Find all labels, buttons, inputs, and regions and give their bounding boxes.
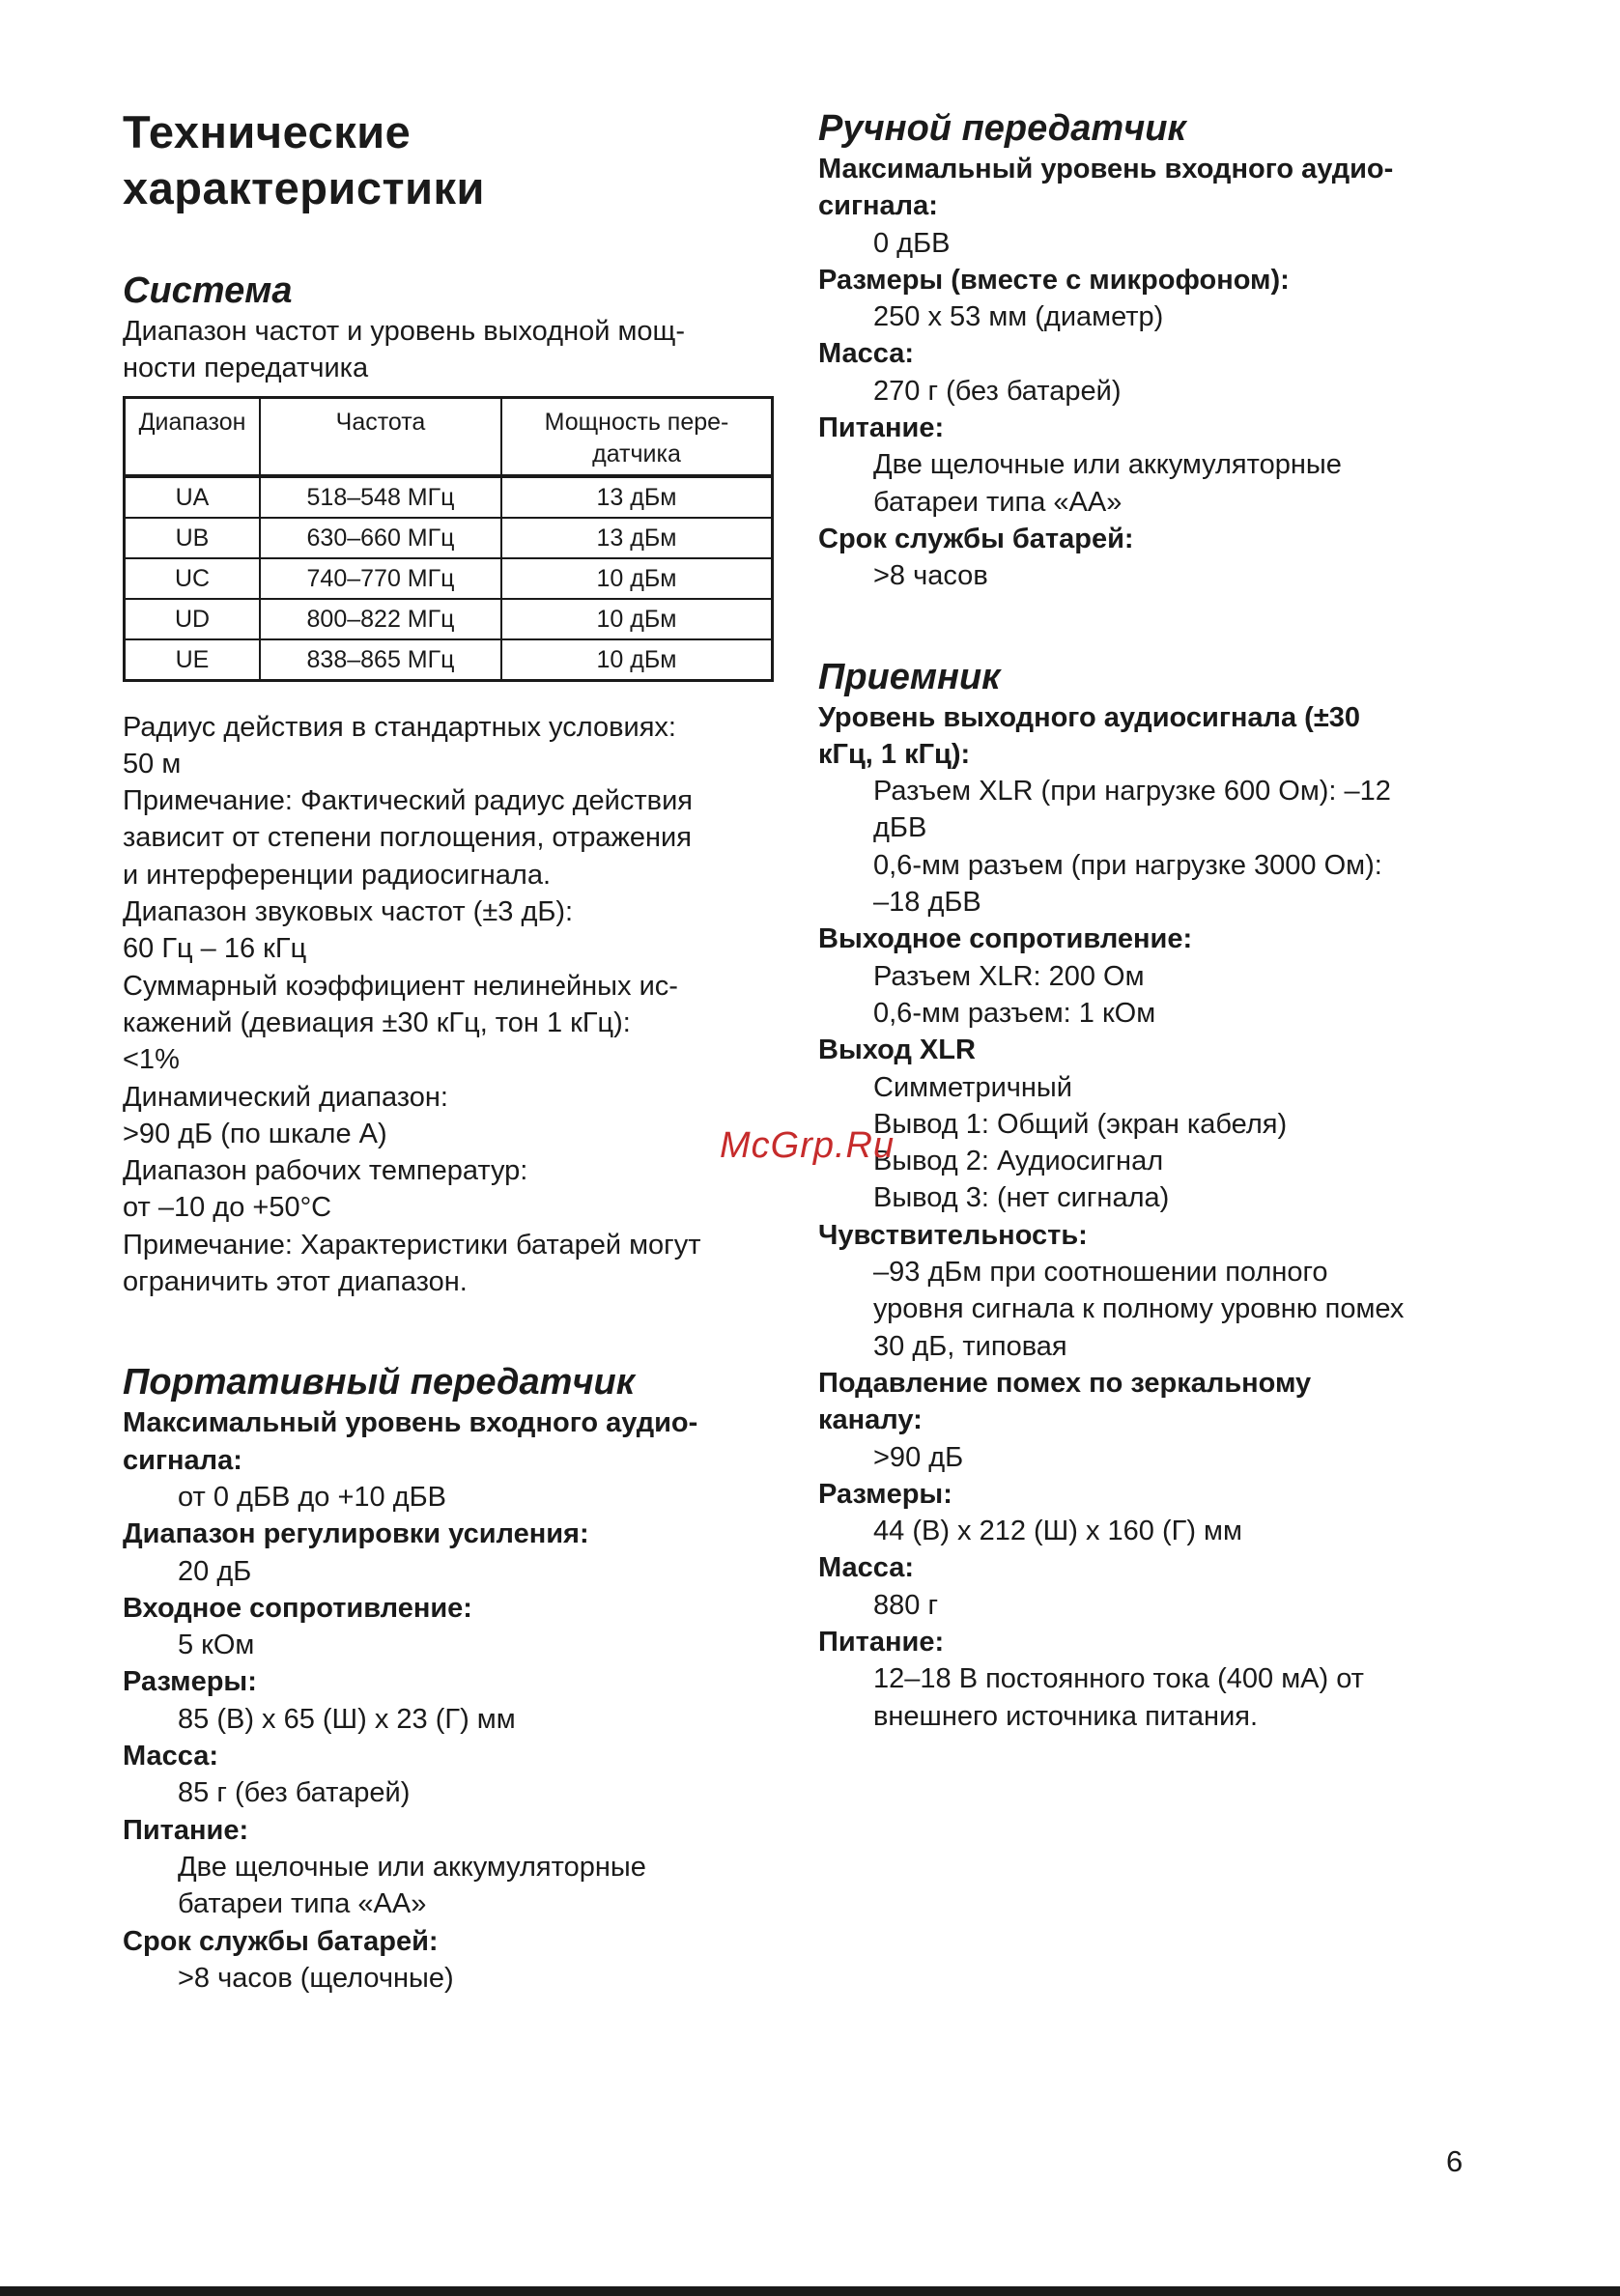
page-number: 6 xyxy=(1446,2144,1464,2178)
spec-value: Разъем XLR: 200 Ом xyxy=(873,960,1145,992)
spec-value: Разъем XLR (при нагрузке 600 Ом): –12 xyxy=(873,776,1391,808)
table-header-cell: Частота xyxy=(260,397,501,476)
table-row xyxy=(125,558,773,599)
spec-value: 85 (В) x 65 (Ш) x 23 (Г) мм xyxy=(178,1703,516,1735)
spec-label: сигнала: xyxy=(818,190,938,222)
spec-value: Две щелочные или аккумуляторные xyxy=(873,449,1342,481)
left-column xyxy=(123,269,780,1997)
spec-line: Диапазон рабочих температур: xyxy=(123,1155,528,1187)
section-heading-system: Система xyxy=(123,270,293,311)
spec-line: Суммарный коэффициент нелинейных ис- xyxy=(123,970,678,1002)
spec-value: 12–18 В постоянного тока (400 мА) от xyxy=(873,1663,1364,1695)
spec-line: Примечание: Фактический радиус действия xyxy=(123,785,693,817)
spec-value: >8 часов (щелочные) xyxy=(178,1962,454,1994)
spec-line: и интерференции радиосигнала. xyxy=(123,859,552,891)
table-row xyxy=(125,518,773,558)
table-caption-line: Диапазон частот и уровень выходной мощ- xyxy=(123,316,686,347)
table-cell: 13 дБм xyxy=(501,518,773,558)
spec-label: Масса: xyxy=(818,338,915,370)
table-header-row xyxy=(125,397,773,476)
table-cell: 630–660 МГц xyxy=(260,518,501,558)
page-title xyxy=(123,104,485,216)
page-title-line: характеристики xyxy=(123,162,485,213)
spec-label: Выход XLR xyxy=(818,1035,976,1066)
spec-label: Срок службы батарей: xyxy=(818,523,1134,554)
spec-value: Вывод 1: Общий (экран кабеля) xyxy=(873,1108,1288,1140)
spec-label: Срок службы батарей: xyxy=(123,1925,439,1957)
page-title-line: Технические xyxy=(123,106,412,157)
spec-value: >8 часов xyxy=(873,560,988,592)
spec-value: 0,6-мм разъем: 1 кОм xyxy=(873,997,1156,1029)
spec-value: >90 дБ xyxy=(873,1441,964,1473)
section-heading-handheld: Ручной передатчик xyxy=(818,108,1186,149)
spec-line: от –10 до +50°C xyxy=(123,1192,332,1224)
spec-label: Питание: xyxy=(123,1814,249,1846)
spec-line: <1% xyxy=(123,1044,180,1076)
table-cell: UB xyxy=(125,518,261,558)
spec-value: 0 дБВ xyxy=(873,227,951,259)
spec-value: от 0 дБВ до +10 дБВ xyxy=(178,1481,447,1513)
spec-value: –18 дБВ xyxy=(873,887,981,919)
table-row xyxy=(125,599,773,639)
spec-label: Выходное сопротивление: xyxy=(818,923,1193,955)
spec-value: 880 г xyxy=(873,1589,939,1621)
spec-value: Симметричный xyxy=(873,1071,1072,1103)
spec-value: 250 x 53 мм (диаметр) xyxy=(873,301,1164,333)
table-cell: 10 дБм xyxy=(501,639,773,681)
spec-value: внешнего источника питания. xyxy=(873,1700,1259,1732)
section-heading-bodypack: Портативный передатчик xyxy=(123,1362,635,1403)
spec-line: Диапазон звуковых частот (±3 дБ): xyxy=(123,896,574,928)
spec-label: Масса: xyxy=(123,1741,219,1772)
table-cell: UC xyxy=(125,558,261,599)
table-cell: 10 дБм xyxy=(501,599,773,639)
handheld-specs xyxy=(818,151,1494,595)
spec-value: 270 г (без батарей) xyxy=(873,375,1122,407)
table-row xyxy=(125,639,773,681)
spec-value: батареи типа «АА» xyxy=(178,1888,427,1920)
spec-label: Масса: xyxy=(818,1552,915,1584)
spec-value: дБВ xyxy=(873,812,927,844)
spec-value: Вывод 3: (нет сигнала) xyxy=(873,1182,1170,1214)
spec-line: кажений (девиация ±30 кГц, тон 1 кГц): xyxy=(123,1006,631,1038)
section-heading-receiver: Приемник xyxy=(818,656,1001,697)
spec-label: Максимальный уровень входного аудио- xyxy=(123,1407,698,1439)
spec-value: Две щелочные или аккумуляторные xyxy=(178,1851,646,1883)
table-cell: 518–548 МГц xyxy=(260,476,501,518)
spec-line: Динамический диапазон: xyxy=(123,1081,448,1113)
table-cell: 838–865 МГц xyxy=(260,639,501,681)
spec-value: 44 (В) x 212 (Ш) x 160 (Г) мм xyxy=(873,1516,1242,1547)
table-cell: UD xyxy=(125,599,261,639)
spec-label: Диапазон регулировки усиления: xyxy=(123,1518,589,1550)
spec-line: Примечание: Характеристики батарей могут xyxy=(123,1229,701,1261)
table-cell: UE xyxy=(125,639,261,681)
spec-label: Уровень выходного аудиосигнала (±30 xyxy=(818,701,1360,733)
spec-value: –93 дБм при соотношении полного xyxy=(873,1257,1328,1289)
spec-line: ограничить этот диапазон. xyxy=(123,1266,468,1298)
spec-value: 85 г (без батарей) xyxy=(178,1777,411,1809)
spec-line: >90 дБ (по шкале А) xyxy=(123,1118,387,1149)
spec-label: Чувствительность: xyxy=(818,1219,1088,1251)
spec-label: Максимальный уровень входного аудио- xyxy=(818,154,1394,184)
spec-value: 20 дБ xyxy=(178,1555,252,1587)
system-specs xyxy=(123,709,780,1301)
spec-label: Размеры: xyxy=(818,1478,952,1510)
spec-label: Размеры (вместе с микрофоном): xyxy=(818,264,1290,296)
spec-line: зависит от степени поглощения, отражения xyxy=(123,822,692,854)
right-column xyxy=(818,106,1494,1735)
receiver-specs xyxy=(818,699,1494,1735)
spec-line: Радиус действия в стандартных условиях: xyxy=(123,711,676,743)
spec-label: Подавление помех по зеркальному xyxy=(818,1367,1312,1399)
table-cell: 10 дБм xyxy=(501,558,773,599)
table-caption-line: ности передатчика xyxy=(123,353,369,384)
spec-label: сигнала: xyxy=(123,1444,242,1476)
watermark: McGrp.Ru xyxy=(720,1125,895,1166)
table-header-cell: Диапазон xyxy=(125,397,261,476)
spec-line: 60 Гц – 16 кГц xyxy=(123,933,307,965)
spec-label: каналу: xyxy=(818,1404,923,1436)
table-cell: 740–770 МГц xyxy=(260,558,501,599)
table-header-cell: Мощность пере- датчика xyxy=(501,397,773,476)
spec-value: Вывод 2: Аудиосигнал xyxy=(873,1146,1164,1177)
table-cell: UA xyxy=(125,476,261,518)
spec-label: Входное сопротивление: xyxy=(123,1592,472,1624)
bodypack-specs xyxy=(123,1404,780,1997)
spec-value: 30 дБ, типовая xyxy=(873,1330,1067,1362)
spec-label: Размеры: xyxy=(123,1666,257,1698)
spec-line: 50 м xyxy=(123,748,182,780)
spec-label: Питание: xyxy=(818,412,945,444)
spec-label: Питание: xyxy=(818,1626,945,1658)
frequency-table xyxy=(123,396,774,682)
table-cell: 800–822 МГц xyxy=(260,599,501,639)
spec-label: кГц, 1 кГц): xyxy=(818,738,971,770)
spec-value: 0,6-мм разъем (при нагрузке 3000 Ом): xyxy=(873,849,1382,881)
spec-value: батареи типа «АА» xyxy=(873,486,1123,518)
spec-value: уровня сигнала к полному уровню помех xyxy=(873,1293,1405,1325)
table-cell: 13 дБм xyxy=(501,476,773,518)
table-row xyxy=(125,476,773,518)
spec-value: 5 кОм xyxy=(178,1630,255,1661)
bottom-rule xyxy=(0,2286,1620,2296)
